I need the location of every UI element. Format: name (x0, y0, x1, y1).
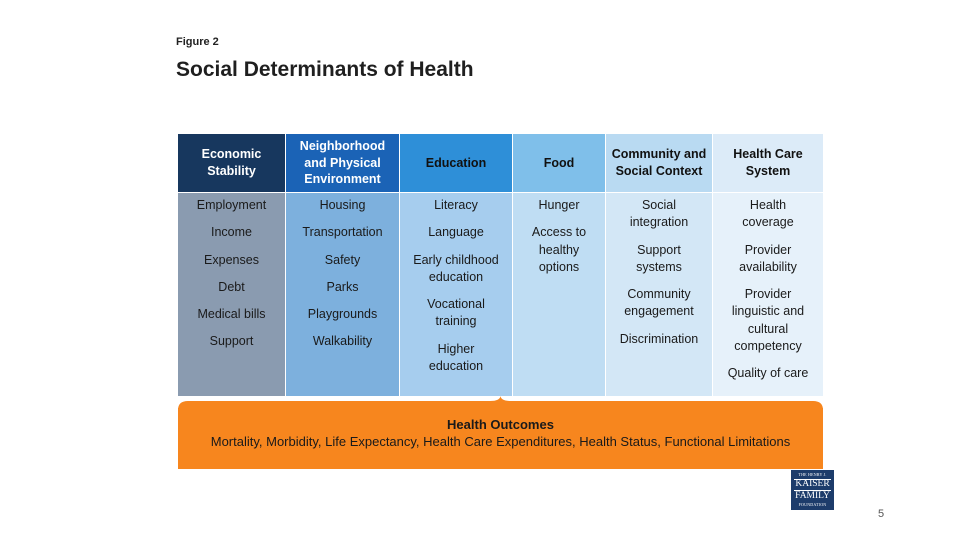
list-item: Vocational training (427, 297, 485, 329)
column-body (713, 193, 823, 396)
list-item: Social integration (629, 198, 689, 230)
column-community (606, 134, 713, 396)
list-item: Access to healthy options (531, 225, 587, 274)
column-header: Health Care System (713, 134, 823, 193)
logo-line: FOUNDATION (798, 502, 827, 507)
column-education (400, 134, 513, 396)
list-item: Safety (324, 252, 361, 267)
column-health-care (713, 134, 823, 396)
list-item: Provider availability (739, 242, 797, 274)
column-header: Food (513, 134, 605, 193)
list-item: Community engagement (624, 287, 694, 319)
logo-line: FAMILY (795, 490, 830, 501)
list-item: Health coverage (742, 198, 794, 230)
column-header: Community and Social Context (606, 134, 712, 193)
logo-line: KAISER (795, 479, 830, 489)
list-item: Parks (326, 279, 359, 294)
health-outcomes-band (178, 408, 823, 469)
column-header: Education (400, 134, 512, 193)
column-body (286, 193, 399, 396)
outcomes-list: Mortality, Morbidity, Life Expectancy, Health Care Expenditures, Health Status, Functional Limitations (210, 434, 791, 449)
list-item: Higher education (428, 341, 484, 373)
column-header: Neighborhood and Physical Environment (286, 134, 399, 193)
list-item: Early childhood education (413, 252, 499, 284)
outcomes-title: Health Outcomes (447, 417, 554, 432)
column-body (178, 193, 285, 396)
list-item: Provider linguistic and cultural competency (731, 287, 805, 353)
list-item: Discrimination (619, 331, 699, 346)
kaiser-logo (791, 470, 834, 510)
list-item: Transportation (302, 225, 383, 240)
determinants-grid (178, 134, 823, 396)
list-item: Hunger (538, 198, 580, 212)
slide-title: Social Determinants of Health (176, 58, 474, 81)
list-item: Income (211, 225, 252, 240)
column-body (606, 193, 712, 396)
list-item: Support systems (636, 242, 682, 274)
column-header: Economic Stability (178, 134, 285, 193)
column-body (513, 193, 605, 396)
figure-label: Figure 2 (176, 36, 219, 48)
list-item: Playgrounds (307, 307, 378, 321)
list-item: Expenses (204, 252, 259, 267)
page-number: 5 (878, 508, 885, 520)
logo-line: THE HENRY J. (798, 472, 827, 477)
list-item: Literacy (434, 198, 478, 212)
list-item: Walkability (312, 334, 373, 349)
column-food (513, 134, 606, 396)
list-item: Employment (196, 198, 267, 212)
list-item: Quality of care (727, 366, 809, 380)
column-neighborhood (286, 134, 400, 396)
column-economic-stability (178, 134, 286, 396)
list-item: Support (209, 334, 254, 349)
list-item: Medical bills (197, 307, 266, 321)
list-item: Housing (319, 198, 366, 212)
column-body (400, 193, 512, 396)
list-item: Language (428, 225, 484, 240)
list-item: Debt (218, 279, 245, 294)
